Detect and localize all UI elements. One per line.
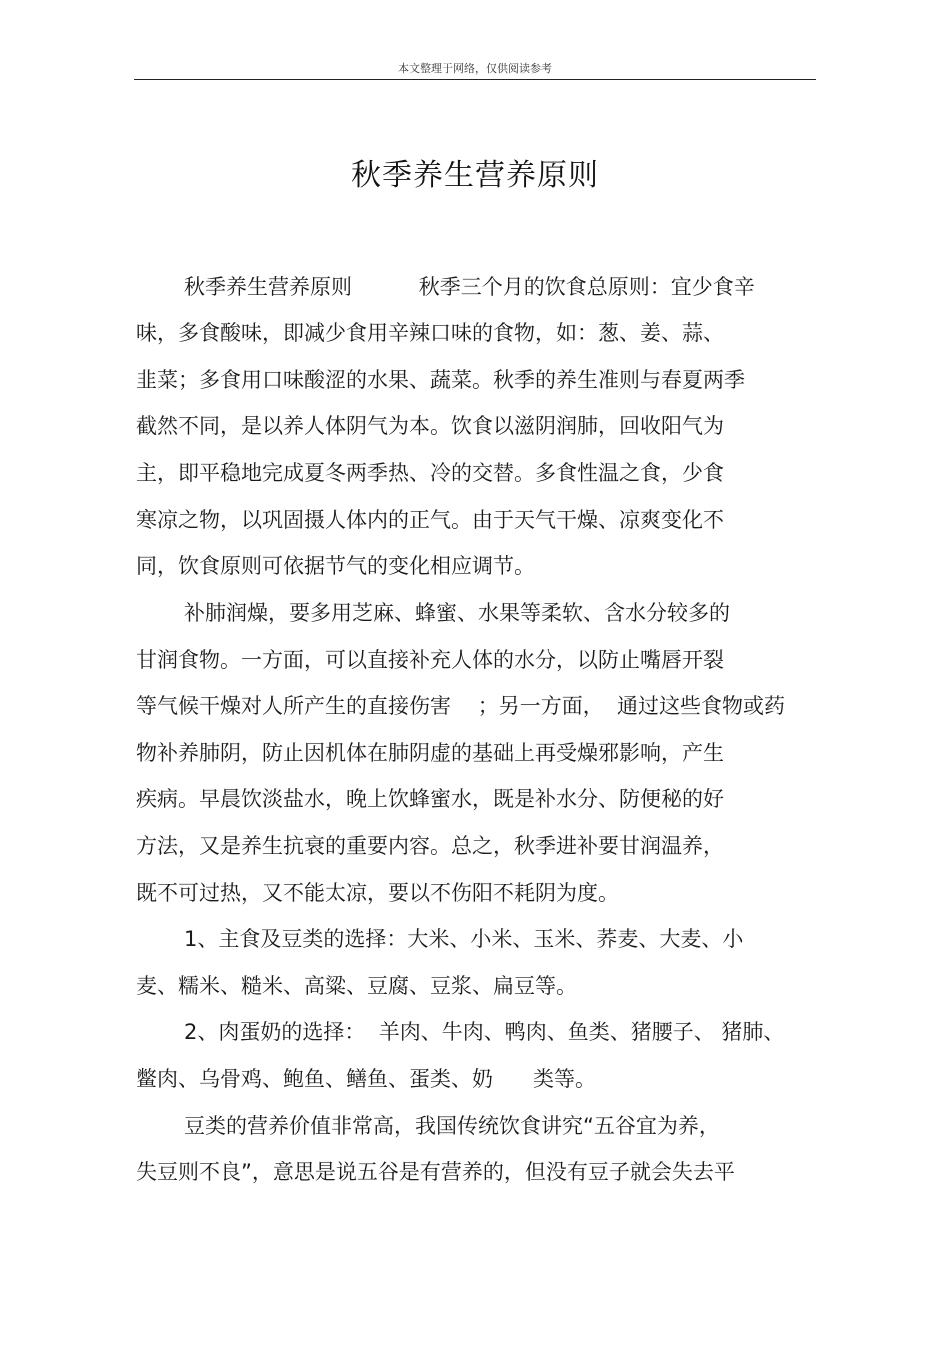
paragraph-line: 豆类的营养价值非常高，我国传统饮食讲究“五谷宜为养， [184, 1114, 720, 1138]
paragraph-line: 秋季养生营养原则 秋季三个月的饮食总原则：宜少食辛 [184, 275, 755, 299]
paragraph-line: 物补养肺阴，防止因机体在肺阴虚的基础上再受燥邪影响，产生 [136, 741, 724, 765]
paragraph-line: 韭菜；多食用口味酸涩的水果、蔬菜。秋季的养生准则与春夏两季 [136, 368, 745, 392]
paragraph-line: 同，饮食原则可依据节气的变化相应调节。 [136, 554, 535, 578]
paragraph-line: 等气候干燥对人所产生的直接伤害 ；另一方面， 通过这些食物或药 [136, 694, 786, 718]
paragraph-line: 失豆则不良”，意思是说五谷是有营养的，但没有豆子就会失去平 [136, 1160, 735, 1184]
paragraph-line: 疾病。早晨饮淡盐水，晚上饮蜂蜜水，既是补水分、防便秘的好 [136, 787, 724, 811]
paragraph-line: 主，即平稳地完成夏冬两季热、冷的交替。多食性温之食，少食 [136, 461, 724, 485]
paragraph-line: 方法，又是养生抗衰的重要内容。总之，秋季进补要甘润温养， [136, 834, 724, 858]
header-note: 本文整理于网络，仅供阅读参考 [398, 62, 552, 75]
list-item-line: 1、主食及豆类的选择：大米、小米、玉米、荞麦、大麦、小 [184, 927, 744, 951]
list-item-line: 麦、糯米、糙米、高粱、豆腐、豆浆、扁豆等。 [136, 974, 577, 998]
paragraph-line: 味，多食酸味，即减少食用辛辣口味的食物，如：葱、姜、蒜、 [136, 321, 724, 345]
paragraph-line: 甘润食物。一方面，可以直接补充人体的水分，以防止嘴唇开裂 [136, 648, 724, 672]
paragraph-line: 既不可过热，又不能太凉，要以不伤阳不耗阴为度。 [136, 881, 619, 905]
paragraph-line: 寒凉之物，以巩固摄人体内的正气。由于天气干燥、凉爽变化不 [136, 508, 724, 532]
paragraph-line: 补肺润燥，要多用芝麻、蜂蜜、水果等柔软、含水分较多的 [184, 601, 730, 625]
paragraph-line: 截然不同，是以养人体阴气为本。饮食以滋阴润肺，回收阳气为 [136, 414, 724, 438]
header-divider [134, 79, 816, 80]
list-item-line: 鳖肉、乌骨鸡、鲍鱼、鳝鱼、蛋类、奶 类等。 [136, 1067, 597, 1091]
list-item-line: 2、肉蛋奶的选择： 羊肉、牛肉、鸭肉、鱼类、猪腰子、 猪肺、 [184, 1020, 785, 1044]
document-title: 秋季养生营养原则 [351, 158, 599, 193]
